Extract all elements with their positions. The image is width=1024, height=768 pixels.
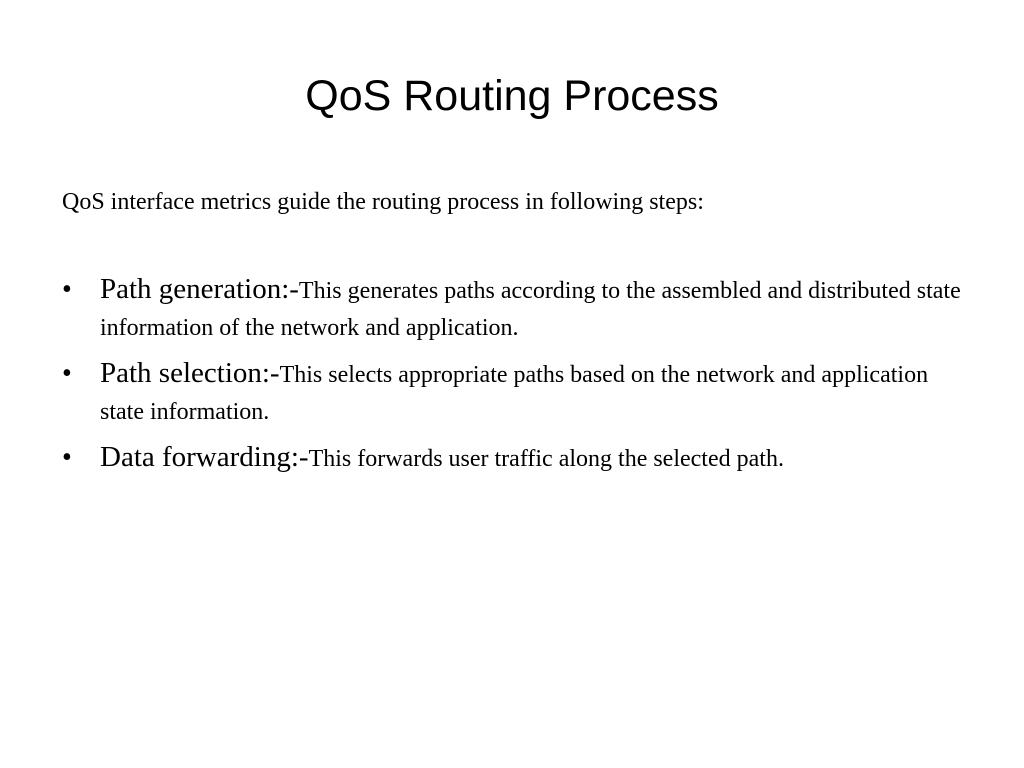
bullet-dot-icon: • [62, 274, 72, 305]
slide-title: QoS Routing Process [305, 72, 719, 120]
bullet-text: This forwards user traffic along the selected path. [308, 446, 784, 472]
bullet-item-data-forwarding [62, 440, 962, 479]
bullet-list [62, 272, 962, 487]
bullet-heading: Path selection:- [100, 357, 280, 389]
bullet-dot-icon: • [62, 442, 72, 473]
bullet-text: This generates paths according to the assembled and distributed state information of the network and application. [100, 278, 961, 341]
intro-text: QoS interface metrics guide the routing process in following steps: [62, 189, 704, 215]
bullet-item-path-generation [62, 272, 962, 348]
bullet-heading: Path generation:- [100, 273, 299, 305]
bullet-text: This selects appropriate paths based on the network and application state information. [100, 362, 929, 425]
bullet-heading: Data forwarding:- [100, 441, 309, 473]
bullet-dot-icon: • [62, 358, 72, 389]
bullet-item-path-selection [62, 356, 962, 432]
